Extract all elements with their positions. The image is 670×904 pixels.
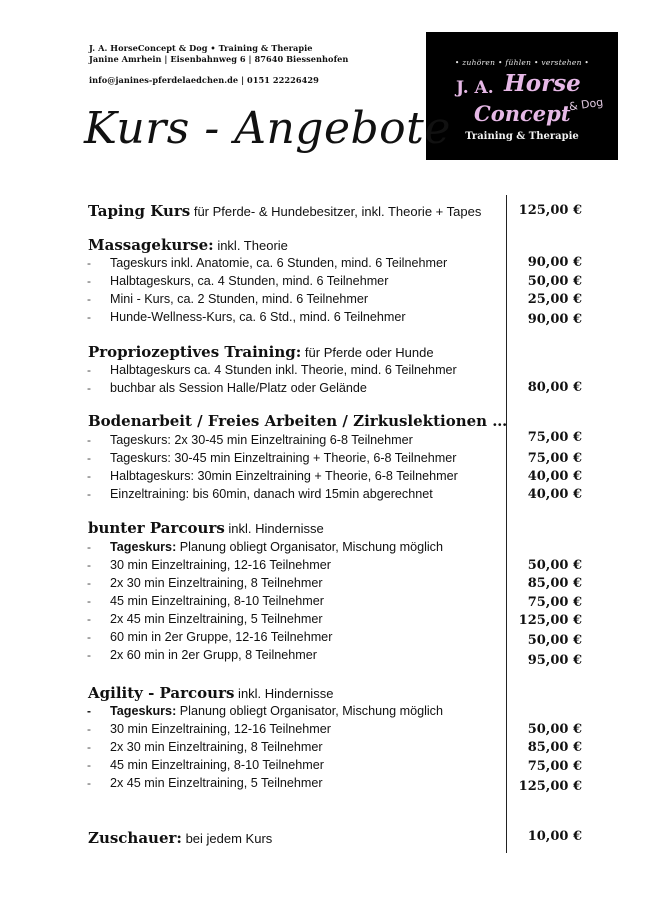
list-item: [88, 776, 588, 794]
bullet-dash: -: [87, 292, 91, 306]
price: 95,00 €: [527, 653, 582, 668]
section-heading: Massagekurse:: [88, 236, 214, 254]
list-item: [88, 310, 588, 328]
price: 50,00 €: [527, 722, 582, 737]
item-text: buchbar als Session Halle/Platz oder Gelände: [110, 381, 367, 395]
price: 10,00 €: [527, 829, 582, 844]
item-text: Tageskurs inkl. Anatomie, ca. 6 Stunden, mind. 6 Teilnehmer: [110, 256, 448, 270]
price: 75,00 €: [527, 451, 582, 466]
list-item: [88, 451, 588, 469]
item-text: 2x 60 min in 2er Grupp, 8 Teilnehmer: [110, 648, 317, 662]
item-text: Halbtageskurs ca. 4 Stunden inkl. Theorie, mind. 6 Teilnehmer: [110, 363, 457, 377]
item-bold-label: Tageskurs:: [110, 704, 177, 718]
section-heading: Taping Kurs: [88, 202, 191, 220]
list-item: [88, 594, 588, 612]
list-item: [88, 740, 588, 758]
company-logo: [426, 32, 618, 160]
bullet-dash: -: [87, 540, 91, 554]
price: 50,00 €: [527, 633, 582, 648]
section-desc: bei jedem Kurs: [181, 831, 273, 846]
item-text: Halbtageskurs, ca. 4 Stunden, mind. 6 Teilnehmer: [110, 274, 389, 288]
price: 25,00 €: [527, 292, 582, 307]
logo-tagline: • zuhören • fühlen • verstehen •: [454, 58, 590, 67]
price: 75,00 €: [527, 430, 582, 445]
section-desc: für Pferde- & Hundebesitzer, inkl. Theorie + Tapes: [190, 204, 482, 219]
section-heading: Agility - Parcours: [88, 684, 235, 702]
course-zuschauer: [88, 829, 588, 847]
bullet-dash: -: [87, 776, 91, 790]
list-item: [88, 256, 588, 274]
bullet-dash: -: [87, 758, 91, 772]
bullet-dash: -: [87, 648, 91, 662]
section-desc: inkl. Hindernisse: [224, 521, 324, 536]
item-text: Planung obliegt Organisator, Mischung möglich: [176, 704, 443, 718]
item-text: Planung obliegt Organisator, Mischung möglich: [176, 540, 443, 554]
item-text: Halbtageskurs: 30min Einzeltraining + Theorie, 6-8 Teilnehmer: [110, 469, 458, 483]
list-item: [88, 469, 588, 487]
logo-ja: J. A.: [456, 78, 494, 98]
bullet-dash: -: [87, 469, 91, 483]
price: 50,00 €: [527, 558, 582, 573]
section-heading: Propriozeptives Training:: [88, 343, 302, 361]
header-contact-line: info@janines-pferdelaedchen.de | 0151 22226429: [89, 75, 319, 85]
section-heading: Zuschauer:: [88, 829, 182, 847]
list-item: [88, 487, 588, 505]
contact-header: [89, 43, 348, 86]
header-address-line: Janine Amrhein | Eisenbahnweg 6 | 87640 Biessenhofen: [89, 54, 349, 64]
list-item: [88, 630, 588, 648]
section-desc: für Pferde oder Hunde: [301, 345, 434, 360]
logo-horse: Horse: [504, 70, 581, 97]
list-item: [88, 648, 588, 666]
bullet-dash: -: [87, 722, 91, 736]
list-item: [87, 430, 588, 451]
section-massage-heading: [88, 236, 588, 254]
item-text: 30 min Einzeltraining, 12-16 Teilnehmer: [110, 722, 331, 736]
section-proprio-heading: [88, 343, 588, 361]
list-item: [88, 612, 588, 630]
item-text: 60 min in 2er Gruppe, 12-16 Teilnehmer: [110, 630, 333, 644]
list-item: [88, 363, 588, 381]
price: 75,00 €: [527, 759, 582, 774]
list-item: [88, 381, 588, 399]
price: 50,00 €: [527, 274, 582, 289]
bullet-dash: -: [87, 274, 91, 288]
price: 125,00 €: [518, 613, 582, 628]
list-item: [88, 576, 588, 594]
logo-dog: & Dog: [568, 95, 605, 114]
bullet-dash: -: [87, 576, 91, 590]
section-boden-heading: [88, 412, 588, 430]
bullet-dash: -: [87, 487, 91, 501]
bullet-dash: -: [87, 381, 91, 395]
price: 75,00 €: [527, 595, 582, 610]
bullet-dash: -: [87, 256, 91, 270]
price: 40,00 €: [527, 469, 582, 484]
section-desc: inkl. Theorie: [213, 238, 288, 253]
page-title: Kurs - Angebote: [84, 103, 451, 154]
price: 40,00 €: [527, 487, 582, 502]
item-text: 30 min Einzeltraining, 12-16 Teilnehmer: [110, 558, 331, 572]
price: 90,00 €: [527, 312, 582, 327]
item-text: Einzeltraining: bis 60min, danach wird 15min abgerechnet: [110, 487, 433, 501]
section-heading: bunter Parcours: [88, 519, 225, 537]
item-text: 2x 45 min Einzeltraining, 5 Teilnehmer: [110, 612, 323, 626]
bullet-dash: -: [87, 451, 91, 465]
course-taping: [88, 202, 588, 220]
logo-subtitle: Training & Therapie: [465, 131, 579, 142]
item-text: Mini - Kurs, ca. 2 Stunden, mind. 6 Teilnehmer: [110, 292, 369, 306]
section-desc: inkl. Hindernisse: [234, 686, 334, 701]
bullet-dash: -: [87, 740, 91, 754]
item-text: 2x 30 min Einzeltraining, 8 Teilnehmer: [110, 576, 323, 590]
header-company-line: J. A. HorseConcept & Dog • Training & Therapie: [89, 43, 313, 53]
item-text: 45 min Einzeltraining, 8-10 Teilnehmer: [110, 758, 324, 772]
item-text: Hunde-Wellness-Kurs, ca. 6 Std., mind. 6 Teilnehmer: [110, 310, 406, 324]
item-text: 45 min Einzeltraining, 8-10 Teilnehmer: [110, 594, 324, 608]
price: 85,00 €: [527, 576, 582, 591]
bullet-dash: -: [87, 704, 91, 718]
list-item: [88, 274, 588, 292]
price: 125,00 €: [518, 203, 582, 218]
bullet-dash: -: [87, 363, 91, 377]
bullet-dash: -: [87, 433, 91, 447]
item-text: Tageskurs: 30-45 min Einzeltraining + Theorie, 6-8 Teilnehmer: [110, 451, 457, 465]
list-item-intro: [88, 704, 588, 722]
bullet-dash: -: [87, 310, 91, 324]
price: 85,00 €: [527, 740, 582, 755]
item-text: Tageskurs: 2x 30-45 min Einzeltraining 6-8 Teilnehmer: [110, 433, 413, 447]
list-item: [88, 292, 588, 310]
list-item: [88, 722, 588, 740]
item-text: 2x 45 min Einzeltraining, 5 Teilnehmer: [110, 776, 323, 790]
list-item: [88, 758, 588, 776]
section-agility-heading: [88, 684, 588, 702]
price: 125,00 €: [518, 779, 582, 794]
item-bold-label: Tageskurs:: [110, 540, 177, 554]
item-text: 2x 30 min Einzeltraining, 8 Teilnehmer: [110, 740, 323, 754]
bullet-dash: -: [87, 630, 91, 644]
section-heading: Bodenarbeit / Freies Arbeiten / Zirkuslektionen …: [88, 412, 508, 430]
bullet-dash: -: [87, 558, 91, 572]
price: 90,00 €: [527, 255, 582, 270]
section-parcours-heading: [88, 519, 588, 537]
list-item: [88, 558, 588, 576]
price: 80,00 €: [527, 380, 582, 395]
list-item-intro: [88, 540, 588, 558]
logo-concept: Concept: [474, 101, 571, 126]
bullet-dash: -: [87, 594, 91, 608]
bullet-dash: -: [87, 612, 91, 626]
